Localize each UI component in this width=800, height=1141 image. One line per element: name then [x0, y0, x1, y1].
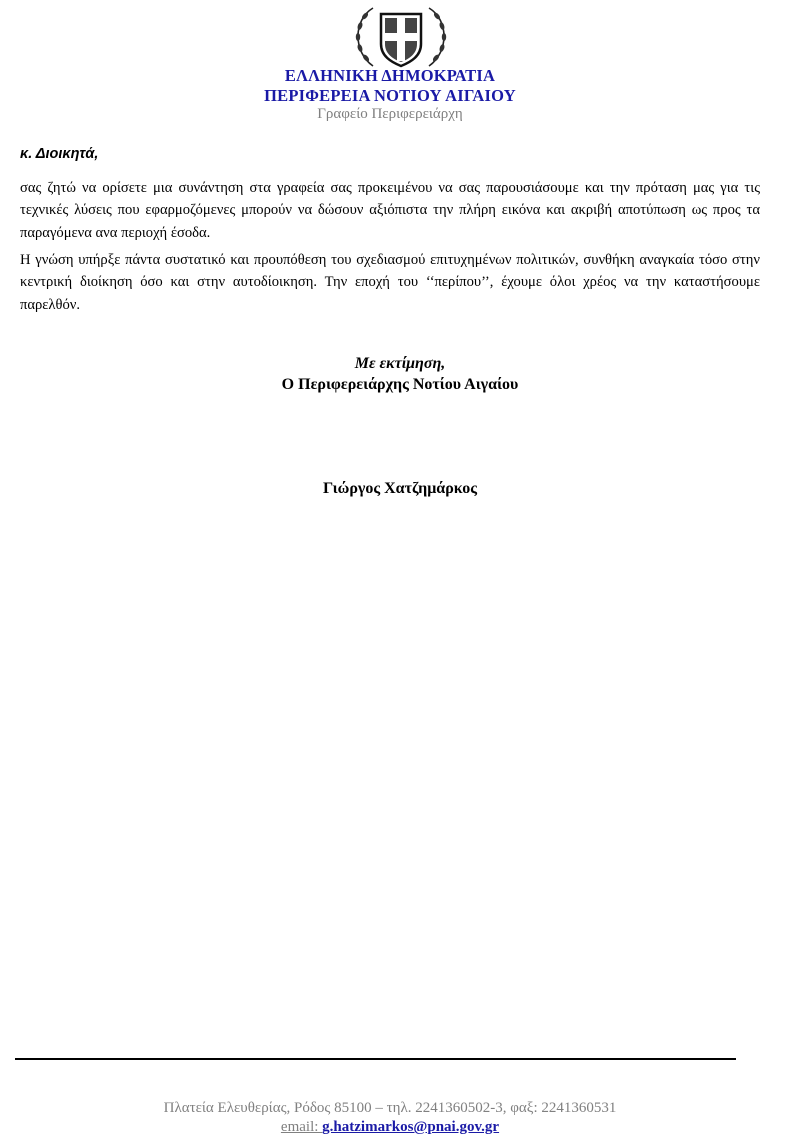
coat-of-arms-icon: [343, 2, 459, 70]
header-country: ΕΛΛΗΝΙΚΗ ΔΗΜΟΚΡΑΤΙΑ: [284, 66, 496, 85]
header-region: ΠΕΡΙΦΕΡΕΙΑ ΝΟΤΙΟΥ ΑΙΓΑΙΟΥ: [264, 86, 516, 105]
signer-title: Ο Περιφερειάρχης Νοτίου Αιγαίου: [281, 376, 519, 393]
email-label: email:: [280, 1119, 323, 1135]
salutation: κ. Διοικητά,: [20, 146, 99, 162]
closing: Με εκτίμηση,: [354, 355, 446, 372]
email-link[interactable]: g.hatzimarkos@pnai.gov.gr: [322, 1119, 500, 1135]
footer-divider: [15, 1058, 736, 1060]
body-paragraph: σας ζητώ να ορίσετε μια συνάντηση στα γραφεία σας προκειμένου να σας παρουσιάσουμε και την πρόταση μας για τις τεχνικές λύσεις που εφαρμοζόμενες μπορούν να δώσουν αξιόπιστα την πλήρη εικόνα και ακριβή αποτύπωση ως προς τα παραγόμενα ανα περιοχή έσοδα.: [20, 180, 760, 241]
signer-name: Γιώργος Χατζημάρκος: [323, 480, 477, 497]
footer-email-line: [0, 1119, 780, 1136]
footer-address: Πλατεία Ελευθερίας, Ρόδος 85100 – τηλ. 2241360502-3, φαξ: 2241360531: [163, 1100, 617, 1116]
body-paragraph: Η γνώση υπήρξε πάντα συστατικό και προυπόθεση του σχεδιασμού επιτυχημένων πολιτικών, συνθήκη αναγκαία τόσο στην κεντρική διοίκηση όσο και στην αυτοδίοικηση. Την εποχή του ‘‘περίπου’’, έχουμε όλοι χρέος να την καταστήσουμε παρελθόν.: [20, 252, 760, 313]
header-office: Γραφείο Περιφερειάρχη: [317, 106, 463, 122]
